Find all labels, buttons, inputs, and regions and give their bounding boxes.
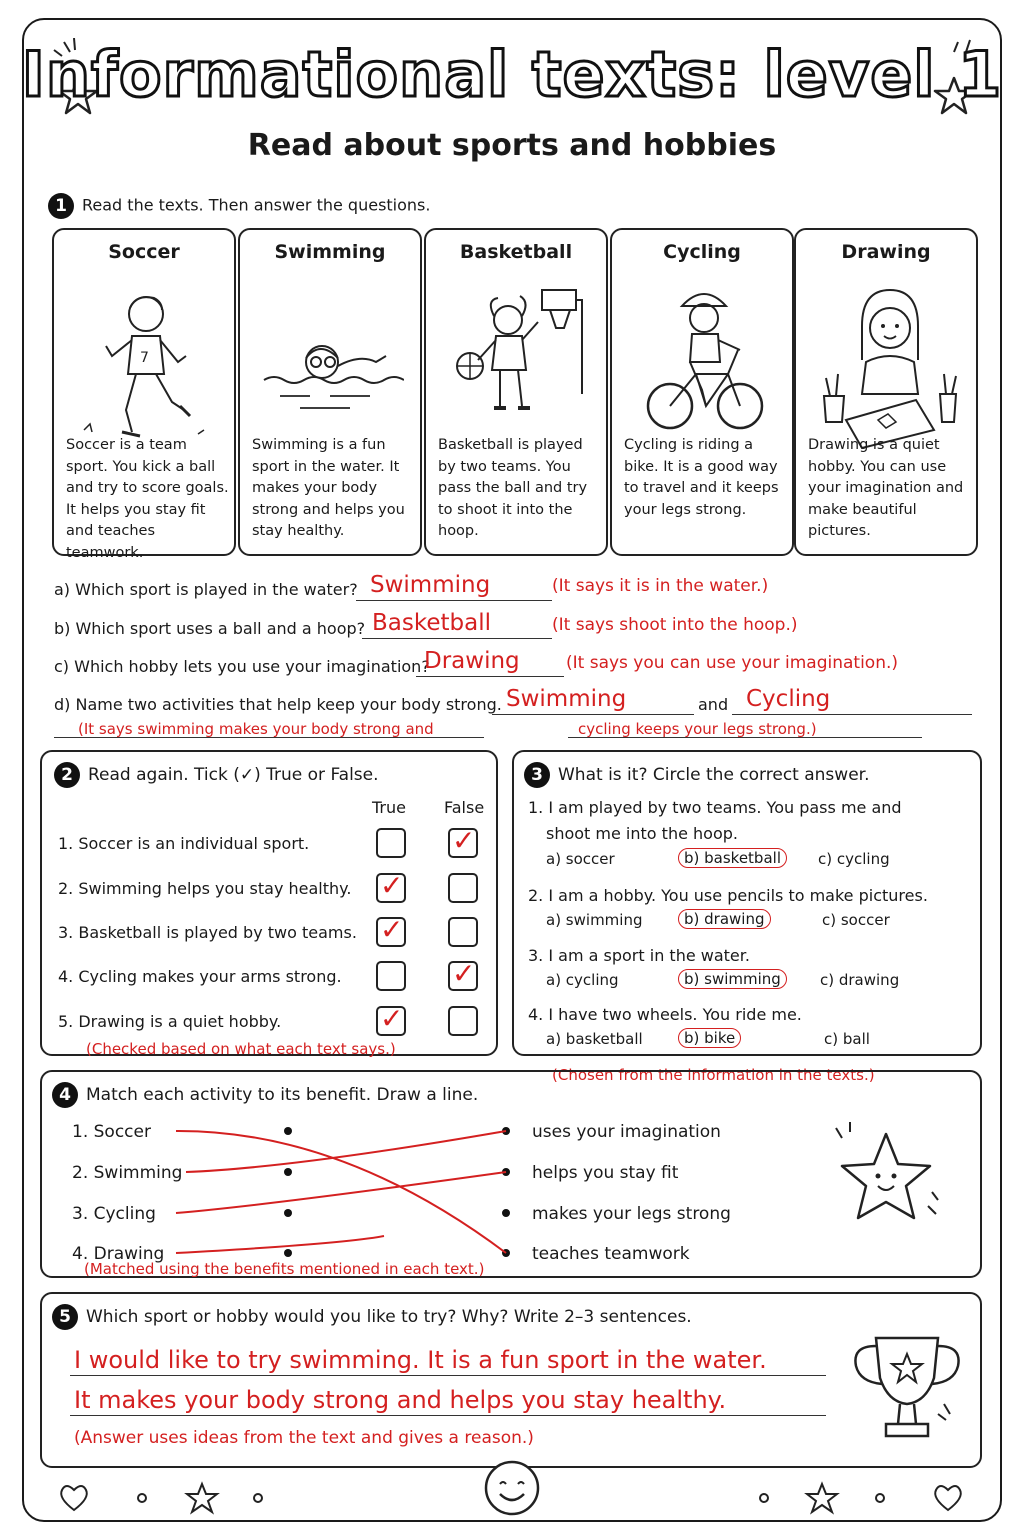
and-label: and: [698, 695, 729, 714]
bottom-right-doodles-icon: [752, 1480, 972, 1520]
section-number: 2: [54, 762, 80, 788]
check-mark-icon: ✓: [380, 869, 404, 902]
section5-instruction: [52, 1304, 692, 1330]
section3-note: (Chosen from the information in the texts.): [552, 1066, 875, 1084]
col-false: False: [444, 798, 485, 817]
card-text: Cycling is riding a bike. It is a good way to travel and it keeps your legs strong.: [624, 437, 779, 518]
svg-text:7: 7: [140, 350, 149, 366]
section2-note: (Checked based on what each text says.): [86, 1040, 396, 1058]
instruction-text: Match each activity to its benefit. Draw a line.: [86, 1085, 479, 1105]
circled-answer: b) drawing: [678, 909, 771, 929]
tf-statement: 3. Basketball is played by two teams.: [58, 923, 357, 942]
page-title: Informational texts: level 1: [21, 38, 1003, 111]
false-checkbox[interactable]: [448, 824, 478, 858]
benefit-dot: [502, 1209, 510, 1217]
option-b-selected[interactable]: [678, 969, 787, 989]
match-line: [176, 1131, 506, 1253]
answer-line[interactable]: [732, 688, 972, 715]
section2-box: [40, 750, 498, 1056]
note-a: (It says it is in the water.): [552, 576, 769, 596]
section-number: 4: [52, 1082, 78, 1108]
riddle-text: 3. I am a sport in the water.: [528, 946, 750, 965]
instruction-text: What is it? Circle the correct answer.: [558, 765, 870, 785]
option-c[interactable]: c) drawing: [820, 971, 900, 989]
check-mark-icon: ✓: [452, 957, 476, 990]
benefit-item: helps you stay fit: [532, 1163, 679, 1183]
true-checkbox[interactable]: [376, 869, 406, 903]
note-c: (It says you can use your imagination.): [566, 653, 899, 673]
false-checkbox[interactable]: [448, 957, 478, 991]
option-b-selected[interactable]: [678, 909, 771, 929]
option-a[interactable]: a) swimming: [546, 911, 643, 929]
riddle-text: 1. I am played by two teams. You pass me and: [528, 798, 902, 817]
match-line: [186, 1131, 506, 1172]
check-mark-icon: ✓: [380, 913, 404, 946]
benefit-item: teaches teamwork: [532, 1244, 690, 1264]
option-b-selected[interactable]: [678, 1028, 741, 1048]
card-title: Drawing: [841, 241, 931, 263]
basketball-player-icon: [446, 270, 590, 450]
check-mark-icon: ✓: [452, 824, 476, 857]
activity-dot: [284, 1127, 292, 1135]
tf-statement: 2. Swimming helps you stay healthy.: [58, 879, 352, 898]
answer-line[interactable]: [492, 688, 694, 715]
section1-instruction: [48, 193, 430, 219]
section4-note: (Matched using the benefits mentioned in each text.): [84, 1260, 485, 1278]
instruction-text: Read again. Tick (✓) True or False.: [88, 765, 379, 785]
true-checkbox[interactable]: [376, 961, 406, 991]
false-checkbox[interactable]: [448, 873, 478, 903]
option-a[interactable]: a) soccer: [546, 850, 615, 868]
smiling-star-icon: [826, 1122, 946, 1232]
activity-item: 2. Swimming: [72, 1163, 183, 1183]
card-text: Basketball is played by two teams. You pass the ball and try to shoot it into the hoop.: [438, 437, 588, 539]
section3-instruction: [524, 762, 870, 788]
answer-c: Drawing: [424, 648, 520, 674]
option-a[interactable]: a) basketball: [546, 1030, 643, 1048]
true-checkbox[interactable]: [376, 1002, 406, 1036]
section-number: 3: [524, 762, 550, 788]
false-checkbox[interactable]: [448, 1006, 478, 1036]
cyclist-icon: [632, 270, 776, 450]
section-number: 5: [52, 1304, 78, 1330]
card-title: Soccer: [108, 241, 180, 263]
activity-item: 1. Soccer: [72, 1122, 151, 1142]
note-line: [54, 720, 484, 738]
writing-line[interactable]: [70, 1344, 826, 1376]
note-line: [568, 720, 922, 738]
benefit-item: makes your legs strong: [532, 1204, 731, 1224]
circled-answer: b) bike: [678, 1028, 741, 1048]
instruction-text: Which sport or hobby would you like to try? Why? Write 2–3 sentences.: [86, 1307, 692, 1327]
section5-box: [40, 1292, 982, 1468]
section-number: 1: [48, 193, 74, 219]
answer-line[interactable]: [416, 650, 564, 677]
circled-answer: b) basketball: [678, 848, 787, 868]
answer-a: Swimming: [370, 572, 491, 598]
trophy-icon: [842, 1324, 972, 1454]
written-answer: I would like to try swimming. It is a fun sport in the water.: [74, 1346, 767, 1374]
activity-item: 4. Drawing: [72, 1244, 165, 1264]
answer-b: Basketball: [372, 610, 491, 636]
instruction-text: Read the texts. Then answer the questions.: [82, 195, 431, 215]
card-title: Basketball: [459, 241, 573, 263]
match-line: [176, 1172, 506, 1213]
card-title: Cycling: [663, 241, 741, 263]
answer-line[interactable]: [362, 612, 552, 639]
card-text: Drawing is a quiet hobby. You can use your imagination and make beautiful pictures.: [808, 437, 964, 539]
soccer-player-icon: [74, 270, 218, 450]
girl-drawing-icon: [816, 270, 960, 450]
section2-instruction: [54, 762, 379, 788]
section5-note: (Answer uses ideas from the text and gives a reason.): [74, 1428, 534, 1448]
note-d2: cycling keeps your legs strong.): [578, 720, 817, 738]
card-cycling: [610, 228, 794, 556]
riddle-text: 4. I have two wheels. You ride me.: [528, 1005, 802, 1024]
question-b: b) Which sport uses a ball and a hoop?: [54, 619, 366, 638]
card-swimming: [238, 228, 422, 556]
note-d1: (It says swimming makes your body strong and: [78, 720, 434, 738]
tf-statement: 1. Soccer is an individual sport.: [58, 834, 310, 853]
smiley-face-icon: [470, 1458, 554, 1522]
question-d: d) Name two activities that help keep your body strong.: [54, 695, 502, 714]
activity-item: 3. Cycling: [72, 1204, 156, 1224]
activity-dot: [284, 1168, 292, 1176]
written-answer: It makes your body strong and helps you stay healthy.: [74, 1386, 727, 1414]
true-checkbox[interactable]: [376, 913, 406, 947]
answer-line[interactable]: [356, 574, 552, 601]
section3-box: [512, 750, 982, 1056]
swimmer-icon: [260, 270, 404, 450]
writing-line[interactable]: [70, 1384, 826, 1416]
option-a[interactable]: a) cycling: [546, 971, 619, 989]
riddle-text: 2. I am a hobby. You use pencils to make pictures.: [528, 886, 928, 905]
col-true: True: [372, 798, 406, 817]
page-subtitle: Read about sports and hobbies: [247, 128, 777, 163]
card-text: Soccer is a team sport. You kick a ball and try to score goals. It helps you stay fit and teaches teamwork.: [66, 437, 229, 561]
card-text: Swimming is a fun sport in the water. It makes your body strong and helps you stay healthy.: [252, 437, 405, 539]
option-c[interactable]: c) soccer: [822, 911, 890, 929]
note-b: (It says shoot into the hoop.): [552, 615, 798, 635]
answer-d2: Cycling: [746, 686, 831, 712]
bottom-left-doodles-icon: [56, 1480, 276, 1520]
true-checkbox[interactable]: [376, 828, 406, 858]
benefit-item: uses your imagination: [532, 1122, 721, 1142]
question-c: c) Which hobby lets you use your imagination?: [54, 657, 430, 676]
false-checkbox[interactable]: [448, 917, 478, 947]
answer-d1: Swimming: [506, 686, 627, 712]
activity-dot: [284, 1249, 292, 1257]
option-b-selected[interactable]: [678, 848, 787, 868]
question-a: a) Which sport is played in the water?: [54, 580, 358, 599]
tf-statement: 5. Drawing is a quiet hobby.: [58, 1012, 282, 1031]
section4-box: [40, 1070, 982, 1278]
match-line: [176, 1236, 384, 1253]
activity-dot: [284, 1209, 292, 1217]
check-mark-icon: ✓: [380, 1002, 404, 1035]
card-soccer: [52, 228, 236, 561]
tf-statement: 4. Cycling makes your arms strong.: [58, 967, 342, 986]
option-c[interactable]: c) ball: [824, 1030, 870, 1048]
card-drawing: [794, 228, 978, 556]
card-title: Swimming: [274, 241, 386, 263]
circled-answer: b) swimming: [678, 969, 787, 989]
riddle-text: shoot me into the hoop.: [546, 824, 738, 843]
card-basketball: [424, 228, 608, 556]
option-c[interactable]: c) cycling: [818, 850, 890, 868]
